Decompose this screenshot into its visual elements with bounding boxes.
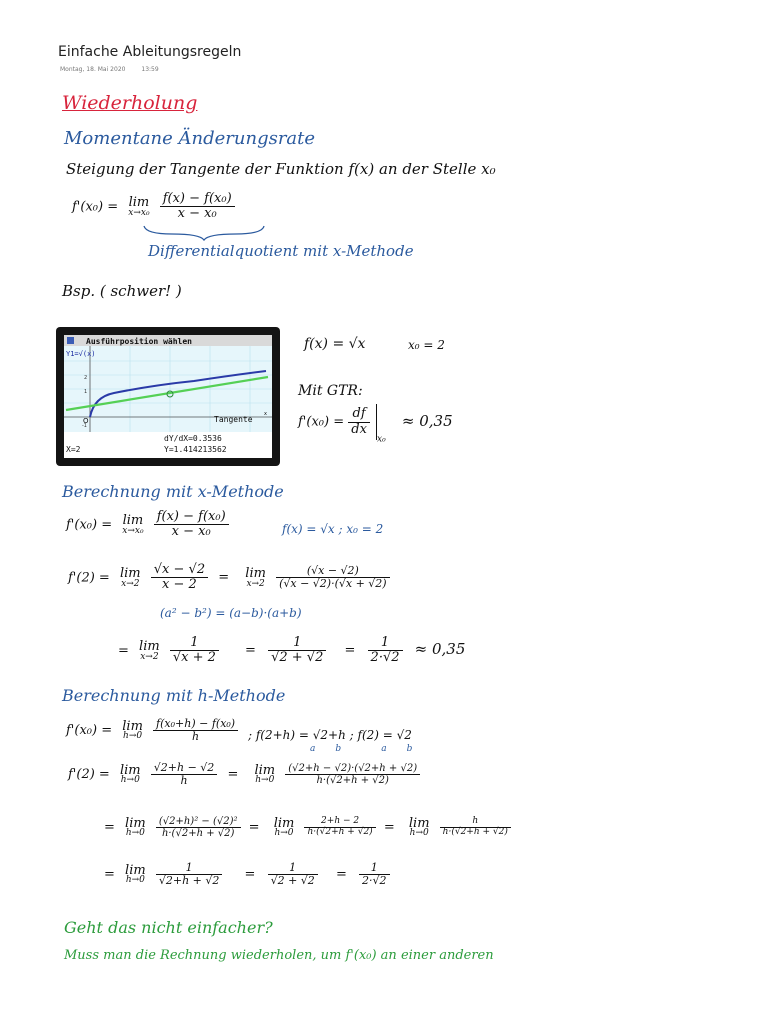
bh-lhs: f'(x₀) =: [66, 723, 113, 739]
calculator-screenshot: [56, 327, 280, 466]
bx3-lim: lim x→2: [139, 638, 160, 662]
text-diffquot: Differentialquotient mit x-Methode: [148, 242, 414, 260]
heading-einfacher: Geht das nicht einfacher?: [64, 918, 273, 937]
heading-wiederholung: Wiederholung: [62, 92, 198, 114]
calc-func-label: Y1=√(x): [66, 350, 96, 358]
text-calc-func: f(x) = √x: [304, 336, 366, 352]
text-bh-ab: a b a b: [310, 744, 413, 754]
bh2-eq: =: [227, 767, 239, 783]
bh3-lim2: lim h→0: [273, 815, 295, 839]
calculator-screen: [64, 335, 272, 458]
calc-xval: X=2: [66, 445, 81, 454]
def-lhs: f'(x₀) =: [72, 199, 119, 215]
heading-berechnung-x: Berechnung mit x-Methode: [62, 482, 284, 501]
text-mit-gtr: Mit GTR:: [298, 383, 363, 399]
note-meta: [60, 66, 173, 73]
bh2-lhs: f'(2) =: [68, 767, 110, 783]
formula-bh3: [104, 816, 511, 839]
bh3-lim: lim h→0: [125, 815, 146, 839]
formula-bh4: [104, 862, 390, 887]
bx3-eq: =: [118, 643, 129, 659]
bx3-eq3: =: [344, 643, 356, 659]
calc-origin: O: [83, 417, 89, 425]
bx2-fraction2: $\frac{(√x - √2)}{(√x - √2)\cdot(√x + √2)}$: [276, 565, 390, 590]
bh4-fraction2: $\frac{1}{√2 + √2}$: [268, 862, 318, 887]
text-bx-side: f(x) = √x ; x₀ = 2: [282, 522, 384, 536]
bx-lhs: f'(x₀) =: [66, 517, 113, 533]
calc-title: Ausführposition wählen: [86, 337, 192, 346]
bx2-lhs: f'(2) =: [68, 570, 110, 586]
bh2-lim2: lim h→0: [254, 762, 276, 786]
text-calc-x0: x₀ = 2: [408, 338, 445, 352]
bx-fraction: $\frac{\text{f(x) − f(x₀)}}{\text{x − x₀}}$: [154, 510, 229, 540]
bh4-eq3: =: [335, 867, 347, 883]
bh4-eq2: =: [244, 867, 256, 883]
gtr-approx: ≈ 0,35: [401, 411, 453, 430]
note-title: Einfache Ableitungsregeln: [58, 44, 242, 60]
bh3-fraction3: $\frac{h}{h\cdot(√2+h + √2)}$: [440, 817, 511, 838]
bh2-fraction: $\frac{√2+h - √2}{h}$: [151, 762, 218, 787]
calc-ytick-2: 2: [84, 375, 88, 381]
calc-ytick-m1: -1: [82, 423, 87, 429]
bh-lim: lim h→0: [122, 718, 143, 742]
bx3-fraction2: $\frac{1}{√2 + √2}$: [268, 636, 326, 666]
gtr-sub: x₀: [377, 434, 386, 445]
heading-berechnung-h: Berechnung mit h-Methode: [62, 686, 286, 705]
bx2-lim2: lim x→2: [245, 565, 266, 589]
bh4-fraction3: $\frac{1}{2\cdot√2}$: [359, 862, 390, 887]
bx3-fraction: $\frac{1}{√x + 2}$: [170, 636, 219, 666]
calc-yval: Y=1.414213562: [164, 445, 227, 454]
bh3-eq2: =: [248, 820, 260, 835]
calc-ytick-1: 1: [84, 389, 88, 395]
bx-lim: lim x→x₀: [122, 512, 144, 536]
heading-momentane: Momentane Änderungsrate: [64, 128, 316, 149]
text-bh-side: ; f(2+h) = √2+h ; f(2) = √2: [248, 728, 412, 742]
bx2-lim: lim x→2: [119, 565, 141, 589]
bh3-fraction: $\frac{\text{(√2+h)² − (√2)²}}{h\cdot(√2+h + √2)}$: [156, 816, 241, 839]
formula-bh1: [66, 718, 238, 743]
note-date: Montag, 18. Mai 2020: [60, 66, 126, 73]
bh3-lim3: lim h→0: [408, 815, 430, 839]
bh4-eq: =: [104, 867, 115, 883]
formula-definition: [72, 192, 235, 222]
formula-gtr: [298, 404, 453, 445]
bh2-fraction2: $\frac{(√2+h - √2)\cdot(√2+h + √2)}{h\cdot(√2+h + √2)}$: [285, 763, 420, 786]
calc-xaxis: x: [264, 411, 267, 417]
bx3-approx: ≈ 0,35: [414, 640, 466, 659]
text-steigung: Steigung der Tangente der Funktion f(x) an der Stelle x₀: [66, 160, 496, 178]
brace-icon: [142, 224, 266, 242]
bh4-lim: lim h→0: [125, 862, 146, 886]
calc-menu-icon: [67, 337, 74, 344]
bh3-eq: =: [104, 820, 115, 835]
bx3-fraction3: $\frac{1}{2\cdot√2}$: [368, 636, 403, 666]
text-bsp: Bsp. ( schwer! ): [62, 282, 182, 300]
calc-dydx: dY/dX=0.3536: [164, 434, 222, 443]
text-binom: (a² − b²) = (a−b)·(a+b): [160, 606, 302, 620]
def-lim: lim x→x₀: [128, 194, 150, 218]
text-muss: Muss man die Rechnung wiederholen, um f'(x₀) an einer anderen: [64, 948, 494, 963]
formula-bx3: [118, 636, 465, 666]
def-fraction: $\frac{\text{f(x) − f(x₀)}}{\text{x − x₀}}$: [160, 192, 235, 222]
bh3-fraction2: $\frac{2+h - 2}{h\cdot(√2+h + √2)}$: [304, 817, 375, 838]
formula-bx1: [66, 510, 229, 540]
formula-bx2: [68, 563, 390, 593]
calc-tangente: Tangente: [214, 415, 253, 424]
bh4-fraction: $\frac{1}{√2+h + √2}$: [156, 862, 223, 887]
formula-bh2: [68, 762, 420, 787]
gtr-lhs: f'(x₀) =: [298, 414, 345, 430]
bx2-eq: =: [218, 570, 230, 586]
bx2-fraction: $\frac{√x - √2}{x - 2}$: [151, 563, 208, 593]
gtr-fraction: $\frac{df}{dx}$: [348, 407, 370, 437]
bh-fraction: $\frac{\text{f(x₀+h) − f(x₀)}}{h}$: [153, 718, 238, 743]
note-time: 13:59: [141, 66, 159, 73]
bh3-eq3: =: [383, 820, 395, 835]
bx3-eq2: =: [245, 643, 256, 659]
bh2-lim: lim h→0: [119, 762, 141, 786]
